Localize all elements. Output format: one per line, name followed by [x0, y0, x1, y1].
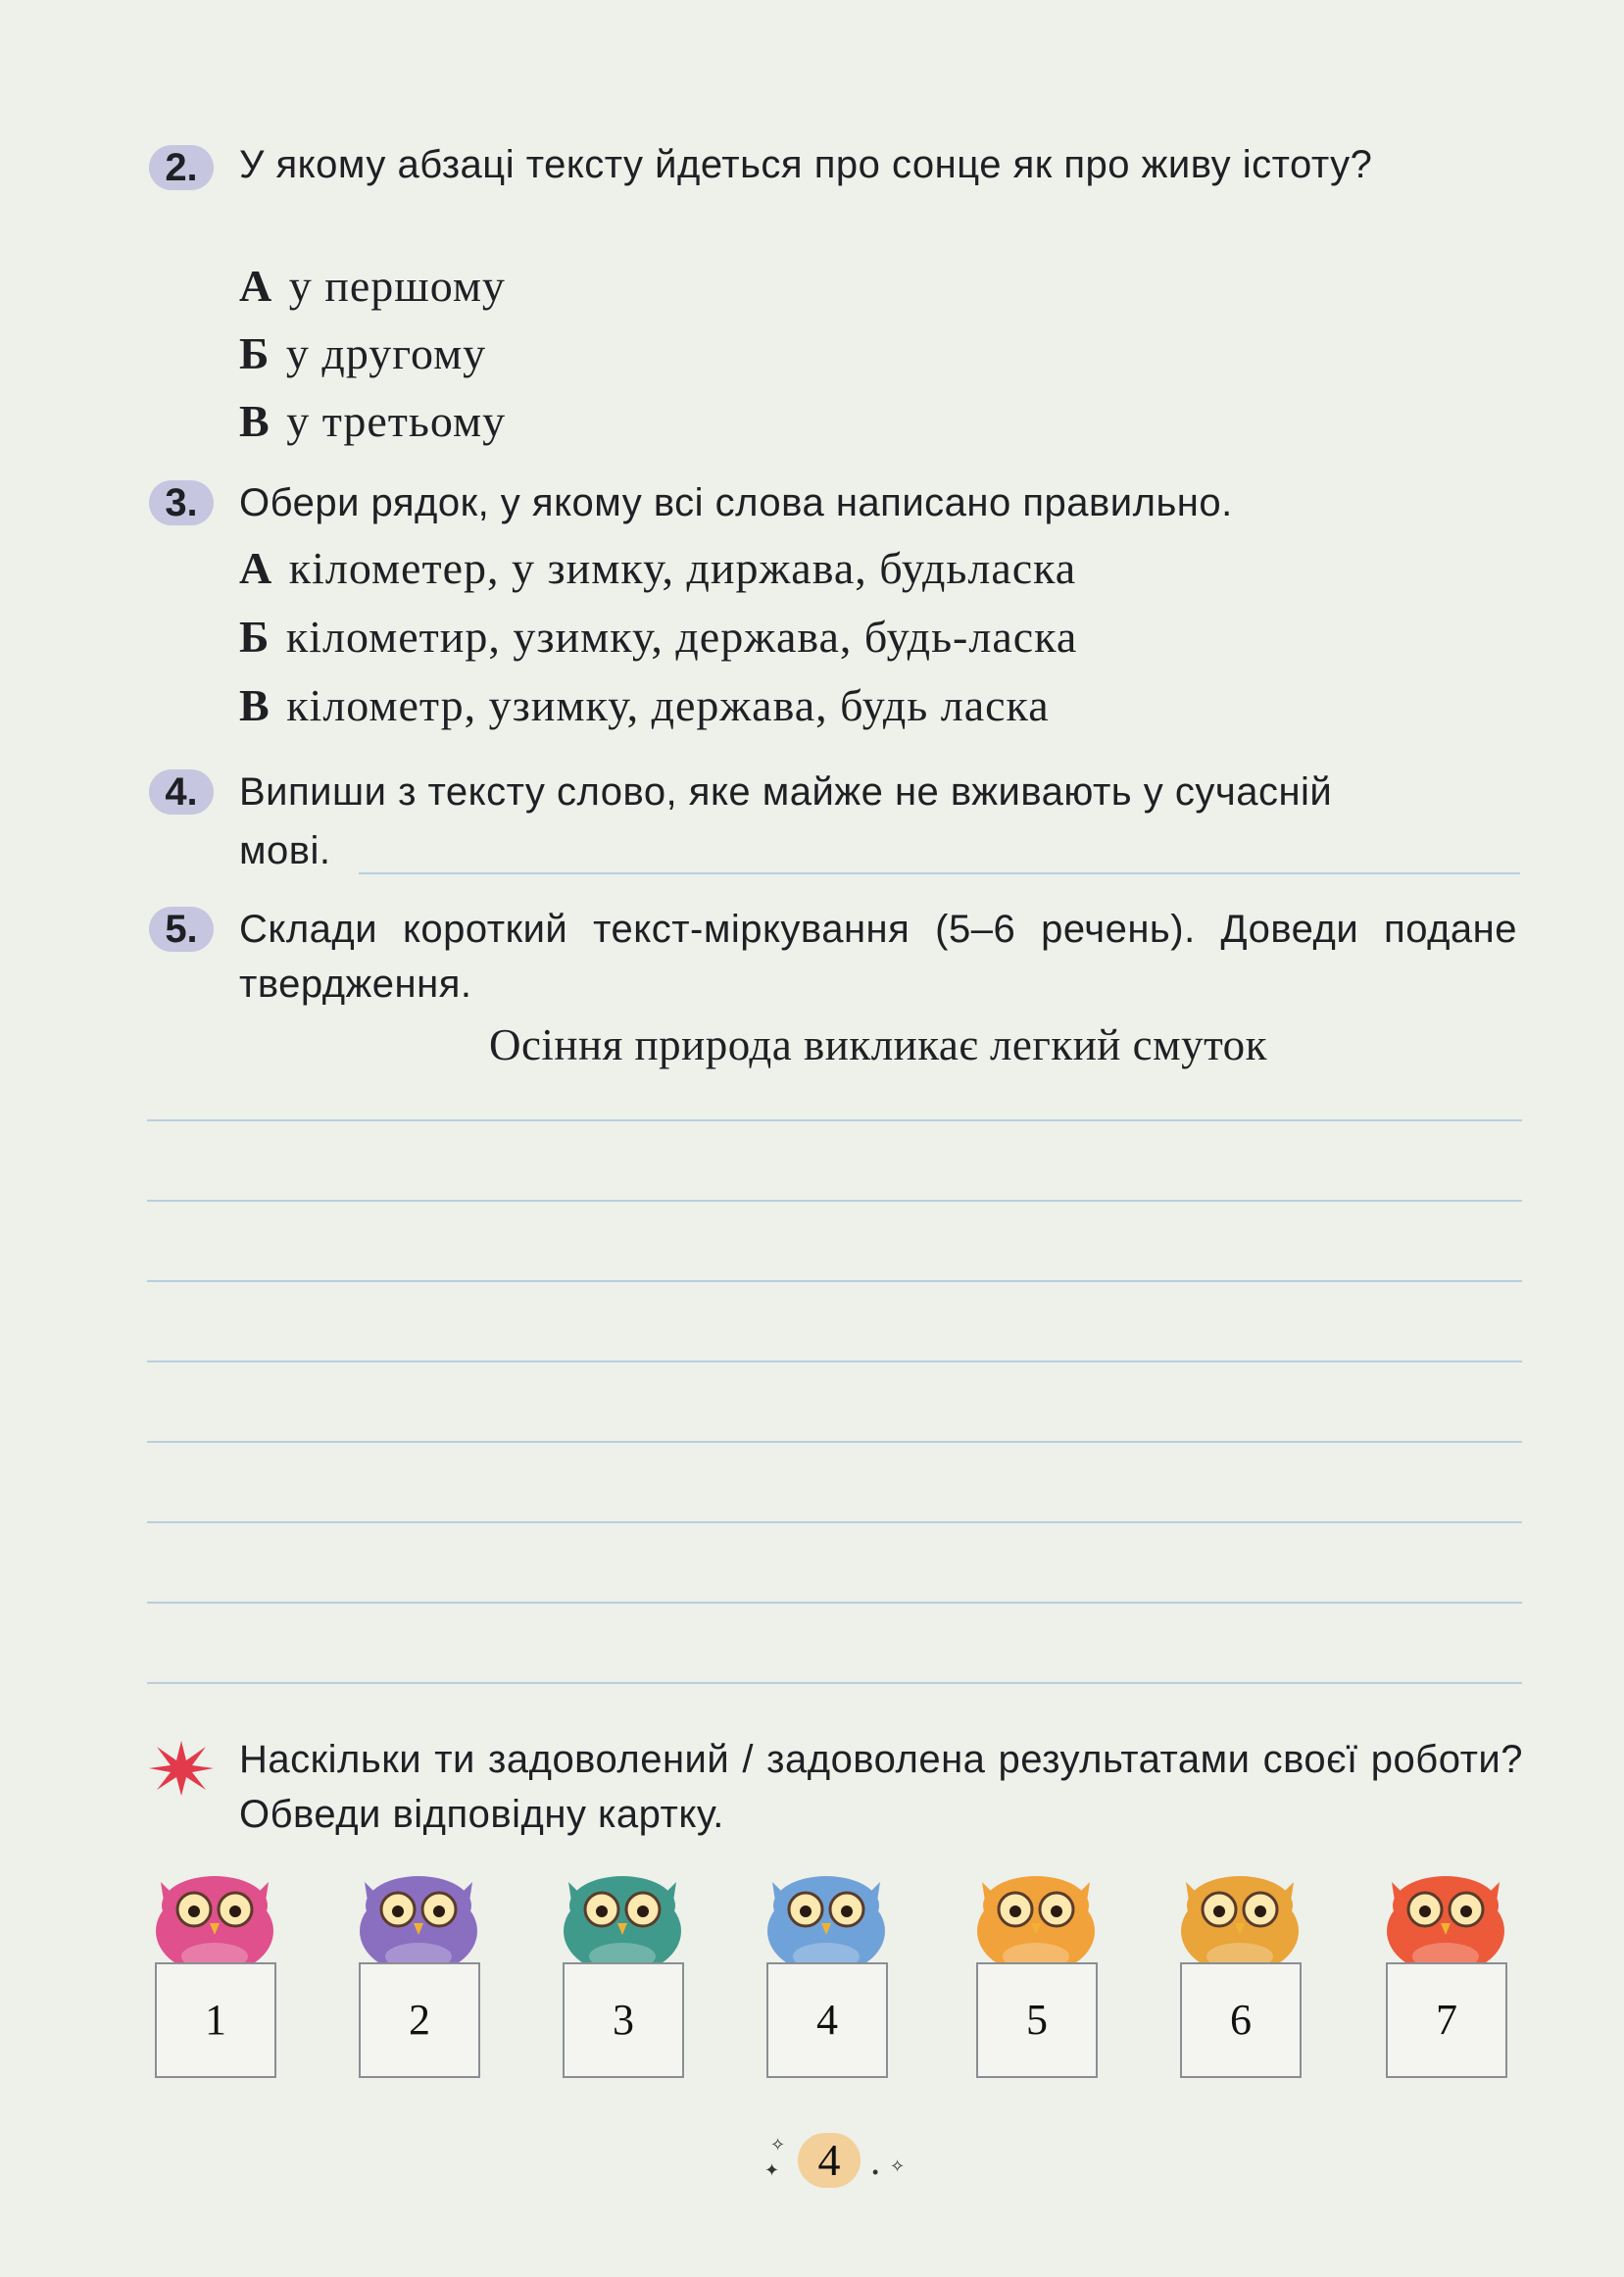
task-number-5: 5. [149, 907, 214, 952]
owl-icon [1382, 1862, 1509, 1970]
task-number-3: 3. [149, 480, 214, 525]
statement-to-prove: Осіння природа викликає легкий смуток [488, 1020, 1268, 1069]
rating-card-5[interactable] [972, 1862, 1100, 2078]
q2-option-c[interactable] [239, 394, 506, 449]
task-number-2: 2. [149, 145, 214, 190]
sparkle-icon: • [872, 2162, 879, 2182]
option-letter: Б [239, 328, 271, 378]
sparkle-icon: ✧ [890, 2156, 906, 2176]
rating-card-2[interactable] [355, 1862, 482, 2078]
rating-card-4[interactable] [763, 1862, 890, 2078]
writing-line[interactable] [147, 1602, 1522, 1604]
q3-option-a[interactable] [239, 541, 1076, 596]
task-number-4: 4. [149, 769, 214, 815]
owl-icon [559, 1862, 686, 1970]
q2-option-b[interactable] [239, 326, 486, 381]
option-text: у першому [288, 261, 506, 311]
owl-icon [763, 1862, 890, 1970]
q2-option-a[interactable] [239, 259, 506, 314]
option-letter: В [239, 680, 271, 730]
card-number: 2 [359, 1962, 480, 2078]
owl-icon [972, 1862, 1100, 1970]
card-number: 6 [1180, 1962, 1302, 2078]
owl-icon [355, 1862, 482, 1970]
writing-line[interactable] [147, 1441, 1522, 1443]
rating-card-3[interactable] [559, 1862, 686, 2078]
q3-option-c[interactable] [239, 678, 1050, 733]
owl-icon [151, 1862, 278, 1970]
page-number-badge [764, 2127, 921, 2196]
question-3-text: Обери рядок, у якому всі слова написано правильно. [239, 481, 1233, 524]
star-burst-icon [147, 1739, 216, 1798]
writing-line[interactable] [147, 1361, 1522, 1362]
option-letter: А [239, 261, 273, 311]
option-text: кілометир, узимку, держава, будь-ласка [285, 612, 1078, 662]
question-4-text-line1: Випиши з тексту слово, яке майже не вживають у сучасній [239, 770, 1333, 814]
option-text: кілометер, у зимку, диржава, будьласка [288, 543, 1077, 593]
rating-card-1[interactable] [151, 1862, 278, 2078]
option-text: у третьому [286, 396, 507, 446]
question-5-text: Склади короткий текст-міркування (5–6 речень). Доведи подане твердження. [239, 908, 1517, 1006]
page-number: 4 [798, 2133, 861, 2188]
answer-line-q4[interactable] [359, 872, 1520, 874]
card-number: 3 [563, 1962, 684, 2078]
writing-line[interactable] [147, 1280, 1522, 1282]
option-letter: А [239, 543, 273, 593]
question-2-text: У якому абзаці тексту йдеться про сонце як про живу істоту? [239, 143, 1373, 186]
card-number: 1 [155, 1962, 276, 2078]
question-4-text-line2: мові. [239, 829, 331, 872]
writing-line[interactable] [147, 1682, 1522, 1684]
card-number: 4 [766, 1962, 888, 2078]
card-number: 5 [976, 1962, 1098, 2078]
reflection-text: Наскільки ти задоволений / задоволена результатами своєї роботи? Обведи відповідну картку. [239, 1738, 1523, 1836]
option-letter: В [239, 396, 271, 446]
writing-line[interactable] [147, 1200, 1522, 1202]
option-letter: Б [239, 612, 271, 662]
writing-line[interactable] [147, 1521, 1522, 1523]
owl-icon [1176, 1862, 1304, 1970]
option-text: кілометр, узимку, держава, будь ласка [286, 680, 1050, 730]
sparkle-icon: ✧ [770, 2135, 786, 2154]
card-number: 7 [1386, 1962, 1507, 2078]
rating-card-6[interactable] [1176, 1862, 1304, 2078]
q3-option-b[interactable] [239, 610, 1077, 665]
rating-card-7[interactable] [1382, 1862, 1509, 2078]
option-text: у другому [285, 328, 487, 378]
writing-line[interactable] [147, 1119, 1522, 1121]
sparkle-icon: ✦ [764, 2160, 780, 2180]
